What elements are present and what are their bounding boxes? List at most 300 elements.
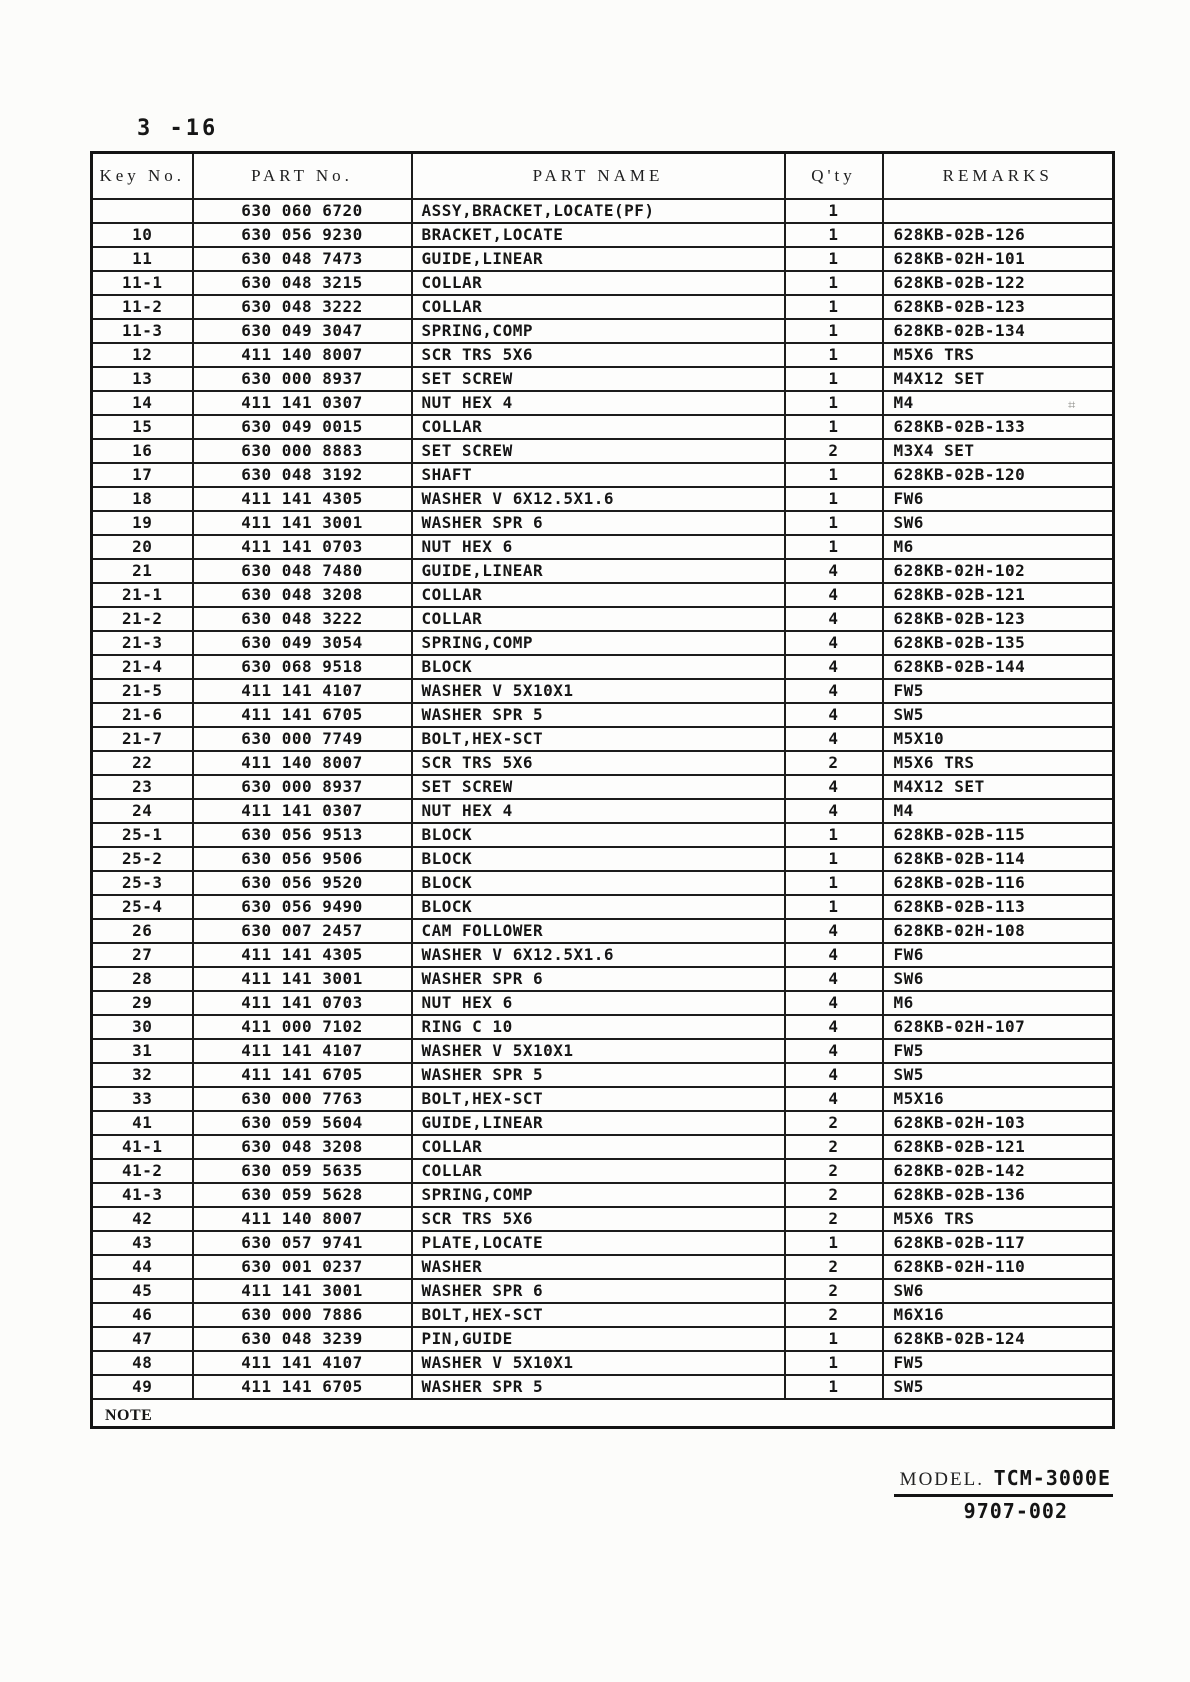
part-no-cell: 411 141 4305	[193, 487, 412, 511]
table-row	[92, 679, 1114, 703]
table-row	[92, 943, 1114, 967]
remarks-cell: SW5	[883, 703, 1114, 727]
column-header-2: PART NAME	[412, 153, 785, 200]
table-row	[92, 1351, 1114, 1375]
part-name-cell: WASHER SPR 6	[412, 511, 785, 535]
key-no-cell: 41-3	[92, 1183, 193, 1207]
part-no-cell: 630 048 7480	[193, 559, 412, 583]
part-no-cell: 630 049 0015	[193, 415, 412, 439]
table-row	[92, 847, 1114, 871]
part-no-cell: 630 048 3222	[193, 607, 412, 631]
part-name-cell: NUT HEX 4	[412, 391, 785, 415]
part-name-cell: BOLT,HEX-SCT	[412, 1303, 785, 1327]
model-label: MODEL.	[899, 1469, 984, 1490]
part-name-cell: BLOCK	[412, 655, 785, 679]
remarks-cell: SW6	[883, 511, 1114, 535]
part-no-cell: 630 056 9520	[193, 871, 412, 895]
table-row	[92, 1135, 1114, 1159]
qty-cell: 2	[785, 1303, 883, 1327]
qty-cell: 2	[785, 1159, 883, 1183]
remarks-cell: 628KB-02B-142	[883, 1159, 1114, 1183]
key-no-cell: 49	[92, 1375, 193, 1399]
part-name-cell: BOLT,HEX-SCT	[412, 727, 785, 751]
part-name-cell: WASHER V 5X10X1	[412, 679, 785, 703]
qty-cell: 1	[785, 511, 883, 535]
table-row	[92, 1231, 1114, 1255]
table-row	[92, 1255, 1114, 1279]
remarks-cell: 628KB-02B-117	[883, 1231, 1114, 1255]
part-no-cell: 411 141 0703	[193, 535, 412, 559]
qty-cell: 1	[785, 535, 883, 559]
key-no-cell: 27	[92, 943, 193, 967]
part-name-cell: WASHER SPR 6	[412, 967, 785, 991]
table-row	[92, 775, 1114, 799]
remarks-cell: 628KB-02B-134	[883, 319, 1114, 343]
table-row	[92, 511, 1114, 535]
key-no-cell: 22	[92, 751, 193, 775]
key-no-cell: 41	[92, 1111, 193, 1135]
table-row	[92, 439, 1114, 463]
remarks-cell: 628KB-02B-113	[883, 895, 1114, 919]
table-row	[92, 271, 1114, 295]
part-name-cell: NUT HEX 6	[412, 535, 785, 559]
part-name-cell: SPRING,COMP	[412, 319, 785, 343]
qty-cell: 2	[785, 439, 883, 463]
key-no-cell: 32	[92, 1063, 193, 1087]
table-row	[92, 1039, 1114, 1063]
part-name-cell: BOLT,HEX-SCT	[412, 1087, 785, 1111]
table-row	[92, 535, 1114, 559]
part-no-cell: 411 141 0703	[193, 991, 412, 1015]
part-name-cell: NUT HEX 6	[412, 991, 785, 1015]
table-row	[92, 751, 1114, 775]
key-no-cell: 21-7	[92, 727, 193, 751]
table-row	[92, 1087, 1114, 1111]
note-section	[92, 1399, 1114, 1428]
table-row	[92, 199, 1114, 223]
remarks-cell: M6	[883, 991, 1114, 1015]
part-name-cell: NUT HEX 4	[412, 799, 785, 823]
column-header-4: REMARKS	[883, 153, 1114, 200]
key-no-cell: 25-3	[92, 871, 193, 895]
key-no-cell: 17	[92, 463, 193, 487]
remarks-cell: 628KB-02B-124	[883, 1327, 1114, 1351]
table-row	[92, 319, 1114, 343]
part-name-cell: WASHER SPR 5	[412, 1063, 785, 1087]
part-name-cell: COLLAR	[412, 607, 785, 631]
part-no-cell: 630 059 5635	[193, 1159, 412, 1183]
table-row	[92, 607, 1114, 631]
table-row	[92, 1375, 1114, 1399]
key-no-cell: 11-3	[92, 319, 193, 343]
part-name-cell: GUIDE,LINEAR	[412, 1111, 785, 1135]
part-name-cell: RING C 10	[412, 1015, 785, 1039]
part-no-cell: 630 056 9513	[193, 823, 412, 847]
part-no-cell: 630 000 7749	[193, 727, 412, 751]
remarks-cell: M5X16	[883, 1087, 1114, 1111]
qty-cell: 1	[785, 847, 883, 871]
table-row	[92, 1063, 1114, 1087]
key-no-cell: 21-6	[92, 703, 193, 727]
part-no-cell: 630 049 3047	[193, 319, 412, 343]
table-row	[92, 463, 1114, 487]
key-no-cell: 23	[92, 775, 193, 799]
remarks-cell: M3X4 SET	[883, 439, 1114, 463]
model-line	[894, 1466, 1113, 1497]
qty-cell: 1	[785, 391, 883, 415]
part-name-cell: WASHER SPR 6	[412, 1279, 785, 1303]
remarks-cell: 628KB-02B-133	[883, 415, 1114, 439]
table-row	[92, 967, 1114, 991]
key-no-cell: 21-2	[92, 607, 193, 631]
part-no-cell: 411 141 4107	[193, 1351, 412, 1375]
key-no-cell: 11-2	[92, 295, 193, 319]
table-row	[92, 799, 1114, 823]
part-no-cell: 630 056 9506	[193, 847, 412, 871]
part-no-cell: 411 141 6705	[193, 703, 412, 727]
key-no-cell: 46	[92, 1303, 193, 1327]
key-no-cell: 41-2	[92, 1159, 193, 1183]
remarks-cell: SW6	[883, 967, 1114, 991]
remarks-cell: 628KB-02B-135	[883, 631, 1114, 655]
table-row	[92, 343, 1114, 367]
key-no-cell: 31	[92, 1039, 193, 1063]
table-row	[92, 1303, 1114, 1327]
model-value: TCM-3000E	[993, 1466, 1111, 1490]
part-no-cell: 630 048 3192	[193, 463, 412, 487]
qty-cell: 4	[785, 583, 883, 607]
table-row	[92, 703, 1114, 727]
qty-cell: 2	[785, 1183, 883, 1207]
key-no-cell: 25-1	[92, 823, 193, 847]
document-number: 9707-002	[963, 1499, 1068, 1523]
key-no-cell	[92, 199, 193, 223]
remarks-cell: M6	[883, 535, 1114, 559]
column-header-3: Q'ty	[785, 153, 883, 200]
part-no-cell: 411 141 4107	[193, 1039, 412, 1063]
part-name-cell: SCR TRS 5X6	[412, 1207, 785, 1231]
remarks-cell: M4X12 SET	[883, 775, 1114, 799]
qty-cell: 2	[785, 751, 883, 775]
qty-cell: 1	[785, 247, 883, 271]
table-row	[92, 823, 1114, 847]
qty-cell: 4	[785, 559, 883, 583]
remarks-cell: 628KB-02H-107	[883, 1015, 1114, 1039]
key-no-cell: 10	[92, 223, 193, 247]
table-row	[92, 1015, 1114, 1039]
part-name-cell: PIN,GUIDE	[412, 1327, 785, 1351]
remarks-cell: 628KB-02B-123	[883, 295, 1114, 319]
remarks-cell: M5X6 TRS	[883, 343, 1114, 367]
table-row	[92, 871, 1114, 895]
part-name-cell: COLLAR	[412, 271, 785, 295]
remarks-cell: M5X6 TRS	[883, 751, 1114, 775]
qty-cell: 4	[785, 991, 883, 1015]
key-no-cell: 14	[92, 391, 193, 415]
part-no-cell: 411 141 3001	[193, 967, 412, 991]
part-no-cell: 630 000 8937	[193, 367, 412, 391]
table-row	[92, 727, 1114, 751]
column-header-0: Key No.	[92, 153, 193, 200]
qty-cell: 4	[785, 1039, 883, 1063]
qty-cell: 4	[785, 727, 883, 751]
part-no-cell: 411 141 0307	[193, 391, 412, 415]
remarks-cell: M4	[883, 799, 1114, 823]
part-no-cell: 630 007 2457	[193, 919, 412, 943]
qty-cell: 1	[785, 463, 883, 487]
part-no-cell: 411 140 8007	[193, 1207, 412, 1231]
remarks-cell: FW6	[883, 487, 1114, 511]
qty-cell: 4	[785, 967, 883, 991]
qty-cell: 4	[785, 1087, 883, 1111]
key-no-cell: 41-1	[92, 1135, 193, 1159]
qty-cell: 1	[785, 487, 883, 511]
part-no-cell: 630 056 9490	[193, 895, 412, 919]
part-no-cell: 411 141 3001	[193, 511, 412, 535]
header-row	[92, 153, 1114, 200]
remarks-cell: M5X10	[883, 727, 1114, 751]
remarks-cell: FW5	[883, 679, 1114, 703]
part-name-cell: WASHER SPR 5	[412, 1375, 785, 1399]
part-name-cell: SCR TRS 5X6	[412, 343, 785, 367]
key-no-cell: 47	[92, 1327, 193, 1351]
key-no-cell: 21	[92, 559, 193, 583]
remarks-cell: 628KB-02B-126	[883, 223, 1114, 247]
table-row	[92, 247, 1114, 271]
remarks-cell: SW5	[883, 1375, 1114, 1399]
remarks-cell: SW5	[883, 1063, 1114, 1087]
part-no-cell: 630 048 3208	[193, 583, 412, 607]
part-no-cell: 411 141 4305	[193, 943, 412, 967]
qty-cell: 2	[785, 1135, 883, 1159]
remarks-cell: 628KB-02B-136	[883, 1183, 1114, 1207]
remarks-cell: 628KB-02B-115	[883, 823, 1114, 847]
part-name-cell: SCR TRS 5X6	[412, 751, 785, 775]
table-row	[92, 367, 1114, 391]
qty-cell: 4	[785, 775, 883, 799]
table-row	[92, 631, 1114, 655]
qty-cell: 4	[785, 631, 883, 655]
qty-cell: 4	[785, 679, 883, 703]
part-name-cell: WASHER	[412, 1255, 785, 1279]
table-row	[92, 655, 1114, 679]
part-no-cell: 630 048 3208	[193, 1135, 412, 1159]
qty-cell: 4	[785, 1063, 883, 1087]
part-name-cell: SET SCREW	[412, 367, 785, 391]
key-no-cell: 42	[92, 1207, 193, 1231]
key-no-cell: 21-4	[92, 655, 193, 679]
qty-cell: 1	[785, 199, 883, 223]
remarks-cell: 628KB-02B-121	[883, 583, 1114, 607]
part-no-cell: 630 000 7886	[193, 1303, 412, 1327]
part-no-cell: 411 140 8007	[193, 343, 412, 367]
part-name-cell: GUIDE,LINEAR	[412, 247, 785, 271]
part-no-cell: 411 000 7102	[193, 1015, 412, 1039]
key-no-cell: 15	[92, 415, 193, 439]
qty-cell: 1	[785, 271, 883, 295]
part-no-cell: 411 141 0307	[193, 799, 412, 823]
part-name-cell: WASHER SPR 5	[412, 703, 785, 727]
table-row	[92, 295, 1114, 319]
part-name-cell: BRACKET,LOCATE	[412, 223, 785, 247]
part-name-cell: SHAFT	[412, 463, 785, 487]
part-name-cell: COLLAR	[412, 295, 785, 319]
remarks-cell: 628KB-02H-101	[883, 247, 1114, 271]
remarks-cell: 628KB-02B-114	[883, 847, 1114, 871]
key-no-cell: 19	[92, 511, 193, 535]
part-no-cell: 411 141 4107	[193, 679, 412, 703]
qty-cell: 1	[785, 415, 883, 439]
page-number-label: 3 -16	[137, 116, 219, 141]
parts-table-header	[92, 153, 1114, 200]
key-no-cell: 25-4	[92, 895, 193, 919]
part-name-cell: SPRING,COMP	[412, 1183, 785, 1207]
parts-table-body	[92, 199, 1114, 1399]
qty-cell: 4	[785, 655, 883, 679]
part-name-cell: COLLAR	[412, 415, 785, 439]
table-row	[92, 1207, 1114, 1231]
part-name-cell: CAM FOLLOWER	[412, 919, 785, 943]
part-no-cell: 630 000 7763	[193, 1087, 412, 1111]
key-no-cell: 29	[92, 991, 193, 1015]
qty-cell: 2	[785, 1111, 883, 1135]
key-no-cell: 48	[92, 1351, 193, 1375]
qty-cell: 1	[785, 1375, 883, 1399]
key-no-cell: 26	[92, 919, 193, 943]
part-name-cell: ASSY,BRACKET,LOCATE(PF)	[412, 199, 785, 223]
remarks-cell	[883, 199, 1114, 223]
qty-cell: 4	[785, 919, 883, 943]
part-no-cell: 630 048 3215	[193, 271, 412, 295]
key-no-cell: 20	[92, 535, 193, 559]
remarks-cell: 628KB-02B-122	[883, 271, 1114, 295]
part-name-cell: COLLAR	[412, 1135, 785, 1159]
key-no-cell: 43	[92, 1231, 193, 1255]
part-no-cell: 630 060 6720	[193, 199, 412, 223]
key-no-cell: 44	[92, 1255, 193, 1279]
key-no-cell: 11	[92, 247, 193, 271]
qty-cell: 2	[785, 1255, 883, 1279]
part-name-cell: SET SCREW	[412, 439, 785, 463]
qty-cell: 1	[785, 367, 883, 391]
key-no-cell: 21-3	[92, 631, 193, 655]
remarks-cell: FW5	[883, 1039, 1114, 1063]
part-no-cell: 630 068 9518	[193, 655, 412, 679]
key-no-cell: 21-1	[92, 583, 193, 607]
part-name-cell: COLLAR	[412, 1159, 785, 1183]
qty-cell: 4	[785, 799, 883, 823]
part-no-cell: 630 057 9741	[193, 1231, 412, 1255]
key-no-cell: 11-1	[92, 271, 193, 295]
key-no-cell: 25-2	[92, 847, 193, 871]
remarks-cell: M6X16	[883, 1303, 1114, 1327]
qty-cell: 4	[785, 943, 883, 967]
part-no-cell: 630 048 3239	[193, 1327, 412, 1351]
qty-cell: 4	[785, 1015, 883, 1039]
table-row	[92, 1183, 1114, 1207]
qty-cell: 1	[785, 823, 883, 847]
qty-cell: 1	[785, 871, 883, 895]
qty-cell: 1	[785, 895, 883, 919]
remarks-cell: FW5	[883, 1351, 1114, 1375]
part-name-cell: GUIDE,LINEAR	[412, 559, 785, 583]
parts-table	[90, 151, 1115, 1429]
note-row	[92, 1399, 1114, 1428]
key-no-cell: 13	[92, 367, 193, 391]
table-row	[92, 1111, 1114, 1135]
key-no-cell: 12	[92, 343, 193, 367]
part-name-cell: SET SCREW	[412, 775, 785, 799]
part-no-cell: 630 048 3222	[193, 295, 412, 319]
remarks-cell: 628KB-02H-103	[883, 1111, 1114, 1135]
part-no-cell: 411 141 6705	[193, 1375, 412, 1399]
remarks-cell: 628KB-02H-102	[883, 559, 1114, 583]
part-no-cell: 630 059 5604	[193, 1111, 412, 1135]
part-no-cell: 630 048 7473	[193, 247, 412, 271]
table-row	[92, 391, 1114, 415]
key-no-cell: 18	[92, 487, 193, 511]
remarks-cell: 628KB-02B-144	[883, 655, 1114, 679]
part-no-cell: 630 056 9230	[193, 223, 412, 247]
remarks-cell: 628KB-02B-116	[883, 871, 1114, 895]
table-row	[92, 223, 1114, 247]
key-no-cell: 28	[92, 967, 193, 991]
part-no-cell: 411 141 3001	[193, 1279, 412, 1303]
part-name-cell: WASHER V 5X10X1	[412, 1039, 785, 1063]
qty-cell: 2	[785, 1279, 883, 1303]
part-no-cell: 411 141 6705	[193, 1063, 412, 1087]
key-no-cell: 21-5	[92, 679, 193, 703]
table-row	[92, 1279, 1114, 1303]
part-name-cell: WASHER V 6X12.5X1.6	[412, 487, 785, 511]
qty-cell: 1	[785, 223, 883, 247]
part-name-cell: BLOCK	[412, 847, 785, 871]
table-row	[92, 1327, 1114, 1351]
key-no-cell: 33	[92, 1087, 193, 1111]
remarks-cell: M4	[883, 391, 1114, 415]
remarks-cell: 628KB-02B-120	[883, 463, 1114, 487]
part-no-cell: 630 059 5628	[193, 1183, 412, 1207]
scan-artifact-mark: ⌗	[1068, 398, 1076, 413]
remarks-cell: 628KB-02H-108	[883, 919, 1114, 943]
qty-cell: 1	[785, 1327, 883, 1351]
part-name-cell: SPRING,COMP	[412, 631, 785, 655]
part-name-cell: WASHER V 6X12.5X1.6	[412, 943, 785, 967]
key-no-cell: 16	[92, 439, 193, 463]
qty-cell: 1	[785, 1351, 883, 1375]
part-no-cell: 630 001 0237	[193, 1255, 412, 1279]
part-name-cell: BLOCK	[412, 871, 785, 895]
table-row	[92, 919, 1114, 943]
part-no-cell: 630 000 8937	[193, 775, 412, 799]
part-no-cell: 630 000 8883	[193, 439, 412, 463]
column-header-1: PART No.	[193, 153, 412, 200]
table-row	[92, 559, 1114, 583]
part-name-cell: PLATE,LOCATE	[412, 1231, 785, 1255]
table-row	[92, 991, 1114, 1015]
key-no-cell: 24	[92, 799, 193, 823]
qty-cell: 1	[785, 295, 883, 319]
remarks-cell: M5X6 TRS	[883, 1207, 1114, 1231]
part-name-cell: BLOCK	[412, 895, 785, 919]
remarks-cell: FW6	[883, 943, 1114, 967]
part-name-cell: BLOCK	[412, 823, 785, 847]
part-name-cell: COLLAR	[412, 583, 785, 607]
key-no-cell: 30	[92, 1015, 193, 1039]
remarks-cell: SW6	[883, 1279, 1114, 1303]
remarks-cell: 628KB-02H-110	[883, 1255, 1114, 1279]
remarks-cell: 628KB-02B-123	[883, 607, 1114, 631]
